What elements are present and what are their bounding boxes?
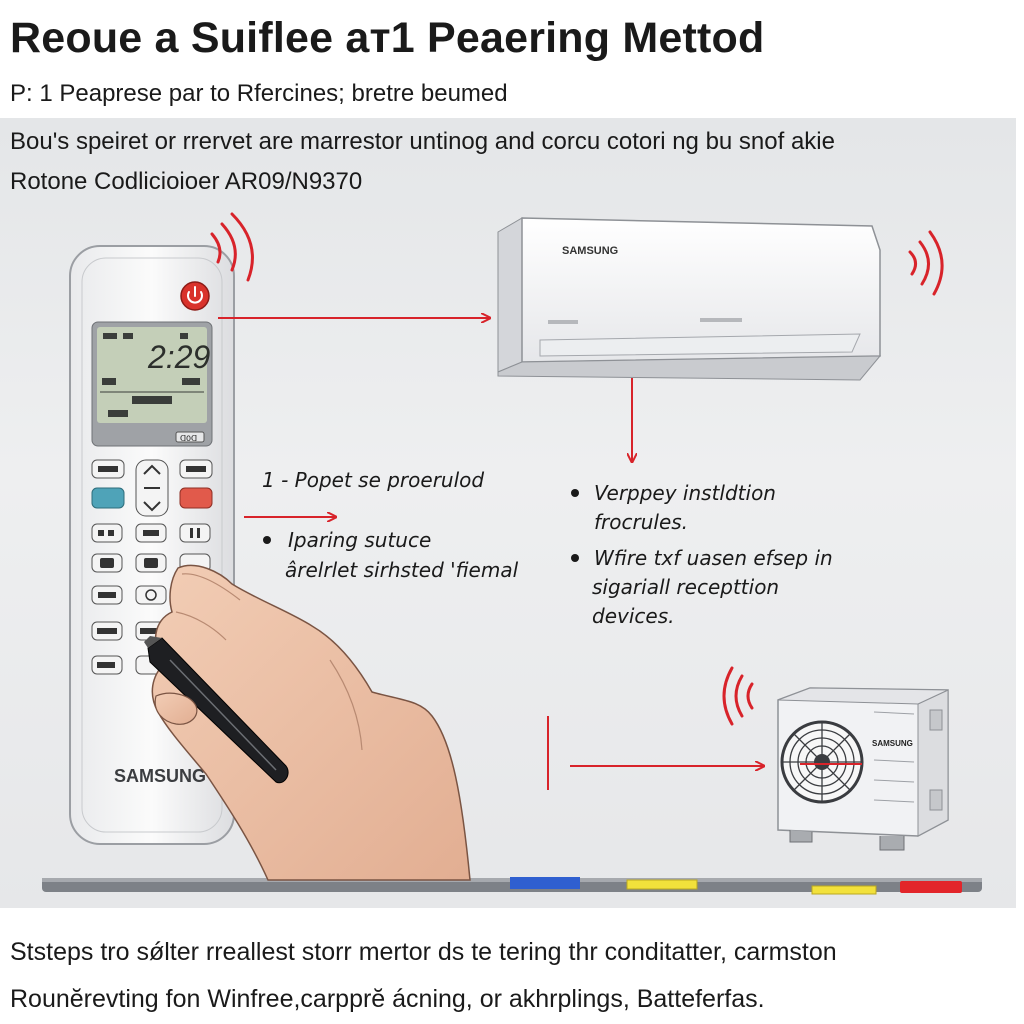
outdoor-signal-icon <box>724 668 752 724</box>
remote-button <box>92 524 122 542</box>
intro-line-1: Bou's speiret or rrervet are marrestor untinog and corcu cotori ng bu snof akie <box>10 128 835 155</box>
outdoor-ac-unit <box>724 668 948 850</box>
bullet-dot <box>571 554 579 562</box>
remote-brand: SAMSUNG <box>114 766 207 786</box>
intro-line-2: Rotone Codlicioioer AR09/N9370 <box>10 168 363 195</box>
right-bullet-2-line-3: devices. <box>592 604 675 628</box>
lcd-tag: ᗡOᗡ <box>180 435 198 444</box>
right-bullet-2-line-2: sigariall recepttion <box>592 575 780 599</box>
remote-button <box>180 524 210 542</box>
red-button <box>180 488 212 508</box>
footer-line-2: Rounĕrevting fon Winfree,carpprĕ ácning, or akhrplings, Batteferfas. <box>10 985 765 1013</box>
bottom-rail <box>42 877 982 894</box>
footer-line-1: Ststeps tro sǿlter rreallest storr mertor ds te tering thr conditatter, carmston <box>10 938 837 966</box>
step-heading: 1 - Popet se proerulod <box>262 468 485 492</box>
left-bullet-line-1: Iparing sutuce <box>288 528 432 552</box>
right-bullet-1-line-2: frocrules. <box>594 510 689 534</box>
page-subtitle: P: 1 Peaprese par to Rfercines; bretre beumed <box>10 80 508 107</box>
indoor-signal-icon <box>910 232 942 294</box>
page-title: Reoue a Suiflee aт1 Peaering Mettod <box>10 14 765 62</box>
lcd-temperature: 2:29 <box>148 339 211 375</box>
blue-button <box>92 488 124 508</box>
bullet-dot <box>263 536 271 544</box>
right-bullet-1-line-1: Verppey instldtion <box>594 481 776 505</box>
right-bullet-2-line-1: Wfire txf uasen efsep in <box>594 546 833 570</box>
left-bullet-line-2: ârelrlet sirhsted 'fiemal <box>285 558 519 582</box>
indoor-ac-unit <box>498 218 942 380</box>
indoor-unit-brand: SAMSUNG <box>562 245 619 257</box>
bullet-dot <box>571 489 579 497</box>
outdoor-unit-brand: SAMSUNG <box>872 739 913 748</box>
remote-button <box>136 586 166 604</box>
